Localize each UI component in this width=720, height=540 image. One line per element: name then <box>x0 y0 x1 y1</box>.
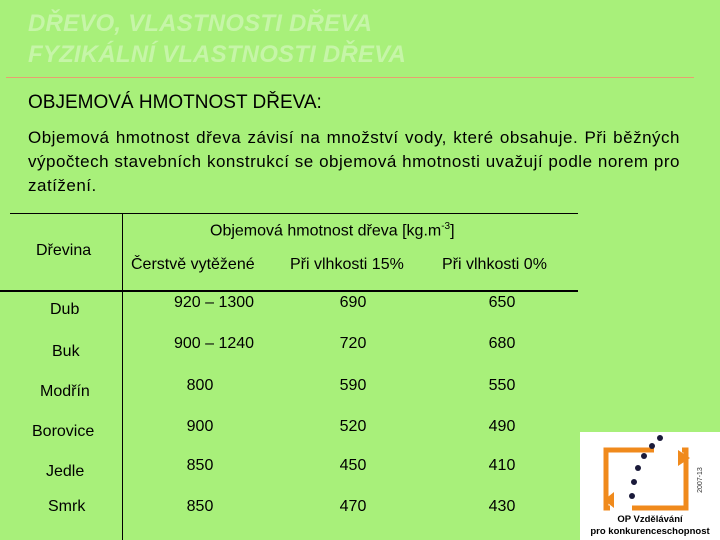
value-cell: 720 <box>339 335 367 352</box>
table-top-border <box>10 213 578 214</box>
column-header-fresh: Čerstvě vytěžené <box>131 256 255 273</box>
value-cell: 650 <box>488 294 516 311</box>
value-cell: 550 <box>488 377 516 394</box>
species-cell: Smrk <box>48 498 86 515</box>
dot-icon <box>635 465 641 471</box>
section-paragraph: Objemová hmotnost dřeva závisí na množství vody, které obsahuje. Při běžných výpočtech stavebních konstrukcí se objemová hmotnosti uvažují podle norem pro zatížení. <box>28 128 680 195</box>
logo-side-text: 2007-13 <box>697 467 704 493</box>
value-cell: 850 <box>186 498 214 515</box>
value-cell: 900 <box>186 418 214 435</box>
value-cell: 450 <box>339 457 367 474</box>
species-cell: Borovice <box>32 423 95 440</box>
column-header-0: Při vlhkosti 0% <box>442 256 547 273</box>
logo-line-2: pro konkurenceschopnost <box>590 526 710 537</box>
op-logo-graphic <box>580 432 720 512</box>
dot-icon <box>657 435 663 441</box>
op-logo <box>580 432 720 540</box>
title-line-1: DŘEVO, VLASTNOSTI DŘEVA <box>28 10 373 37</box>
group-header-superscript: -3 <box>441 221 451 232</box>
value-cell: 900 – 1240 <box>173 335 255 352</box>
density-table <box>0 210 578 540</box>
value-cell: 590 <box>339 377 367 394</box>
species-cell: Modřín <box>40 383 90 400</box>
group-header: Objemová hmotnost dřeva $[kg.m^{-3}]$ <box>210 221 455 240</box>
table-left-divider <box>122 213 123 540</box>
column-header-15: Při vlhkosti 15% <box>290 256 404 273</box>
logo-line-1: OP Vzdělávání <box>617 514 683 525</box>
species-cell: Dub <box>50 301 80 318</box>
value-cell: 920 – 1300 <box>173 294 255 311</box>
dot-icon <box>641 453 647 459</box>
section-heading: OBJEMOVÁ HMOTNOST DŘEVA: <box>28 92 322 113</box>
species-cell: Jedle <box>46 463 85 480</box>
value-cell: 680 <box>488 335 516 352</box>
table-header-divider <box>0 290 578 292</box>
value-cell: 470 <box>339 498 367 515</box>
value-cell: 410 <box>488 457 516 474</box>
title-divider <box>6 77 694 78</box>
value-cell: 800 <box>186 377 214 394</box>
title-line-2: FYZIKÁLNÍ VLASTNOSTI DŘEVA <box>28 41 407 68</box>
value-cell: 520 <box>339 418 367 435</box>
row-header: Dřevina <box>36 242 92 259</box>
slide-title <box>28 8 406 70</box>
value-cell: 490 <box>488 418 516 435</box>
value-cell: 430 <box>488 498 516 515</box>
value-cell: 690 <box>339 294 367 311</box>
dot-icon <box>631 479 637 485</box>
dot-icon <box>629 493 635 499</box>
dot-icon <box>649 443 655 449</box>
value-cell: 850 <box>186 457 214 474</box>
species-cell: Buk <box>52 343 80 360</box>
